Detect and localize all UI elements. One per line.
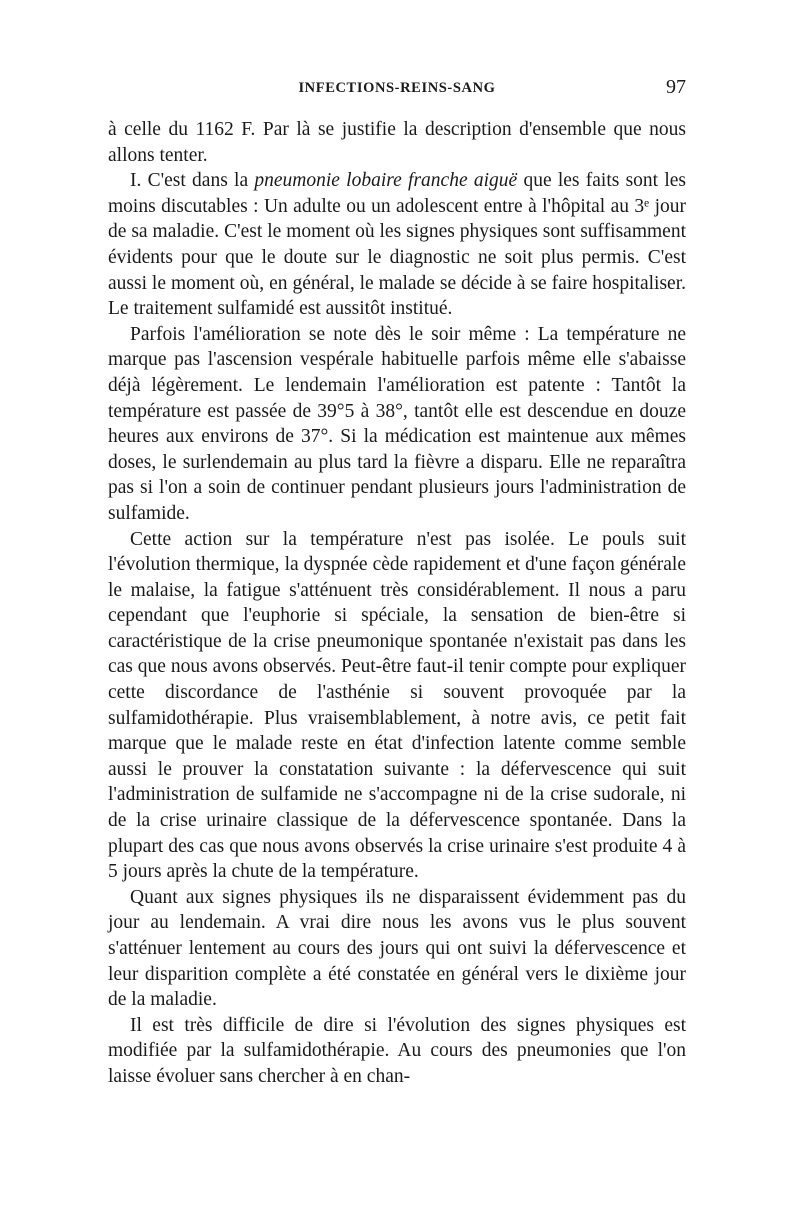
page-header: [108, 76, 686, 100]
paragraph-pneumonie-intro: [108, 168, 686, 322]
page-number: 97: [666, 76, 686, 98]
paragraph-signes-physiques: Quant aux signes physiques ils ne disparaissent évidemment pas du jour au lendemain. A vrai dire nous les avons vus le plus souvent s'atténuer lentement au cours des jours qui ont suivi la défervescence et leur disparition complète a été constatée en général vers le dixième jour de la maladie.: [108, 886, 686, 1011]
body-text: [108, 117, 686, 1090]
italic-term: pneumonie lobaire franche aiguë: [254, 170, 518, 192]
running-title: INFECTIONS-REINS-SANG: [298, 80, 496, 96]
paragraph-continuation: à celle du 1162 F. Par là se justifie la description d'ensemble que nous allons tenter.: [108, 119, 686, 166]
paragraph-temperature-action: Cette action sur la température n'est pas isolée. Le pouls suit l'évolution thermique, la dyspnée cède rapidement et d'une façon générale le malaise, la fatigue s'atténuent très considérablement. Il nous a paru cependant que l'euphorie si spéciale, la sensation de bien-être si caractéristique de la crise pneumonique spontanée n'existait pas dans les cas que nous avons observés. Peut-être faut-il tenir compte pour expliquer cette discordance de l'asthénie si souvent provoquée par la sulfamidothérapie. Plus vraisemblablement, à notre avis, ce petit fait marque que le malade reste en état d'infection latente comme semble aussi le prouver la constatation suivante : la défervescence qui suit l'administration de sulfamide ne s'accompagne ni de la crise sudorale, ni de la crise urinaire classique de la défervescence spontanée. Dans la plupart des cas que nous avons observés la crise urinaire s'est produite 4 à 5 jours après la chute de la température.: [108, 528, 686, 883]
paragraph-lead-text: I. C'est dans la: [130, 170, 255, 192]
paragraph-rest-text: que les faits sont les moins discutables : Un adulte ou un adolescent entre à l'hôpital au 3ᵉ jour de sa maladie. C'est le moment où les signes physiques sont suffisamment évidents pour que le doute sur le diagnostic ne soit plus permis. C'est aussi le moment où, en général, le malade se décide à se faire hospitaliser. Le traitement sulfamidé est aussitôt institué.: [108, 170, 686, 320]
paragraph-evolution: Il est très difficile de dire si l'évolution des signes physiques est modifiée par la sulfamidothérapie. Au cours des pneumonies que l'on laisse évoluer sans chercher à en chan-: [108, 1014, 686, 1087]
paragraph-amelioration: Parfois l'amélioration se note dès le soir même : La température ne marque pas l'ascension vespérale habituelle parfois même elle s'abaisse déjà légèrement. Le lendemain l'amélioration est patente : Tantôt la température est passée de 39°5 à 38°, tantôt elle est descendue en douze heures aux environs de 37°. Si la médication est maintenue aux mêmes doses, le surlendemain au plus tard la fièvre a disparu. Elle ne reparaîtra pas si l'on a soin de continuer pendant plusieurs jours l'administration de sulfamide.: [108, 323, 686, 524]
